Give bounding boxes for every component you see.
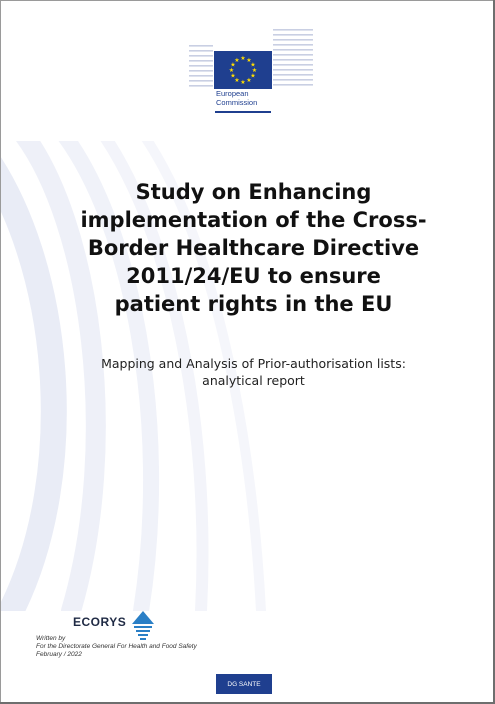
document-subtitle xyxy=(41,355,466,389)
svg-text:★: ★ xyxy=(230,61,236,69)
title-line-5: patient rights in the EU xyxy=(114,292,393,316)
dg-sante-badge: DG SANTE xyxy=(216,674,272,694)
svg-text:★: ★ xyxy=(228,67,235,74)
for-line: For the Directorate General For Health and Food Safety xyxy=(36,643,197,650)
logo-label-line1: European xyxy=(216,89,249,98)
svg-text:★: ★ xyxy=(230,72,236,80)
written-by-label: Written by xyxy=(36,635,66,642)
ecorys-wordmark: ECORYS xyxy=(73,615,127,629)
publication-date: February / 2022 xyxy=(36,651,82,658)
svg-text:★: ★ xyxy=(250,61,256,69)
svg-text:★: ★ xyxy=(250,72,256,80)
title-line-2: implementation of the Cross- xyxy=(80,208,427,232)
svg-text:★: ★ xyxy=(240,55,246,62)
svg-text:★: ★ xyxy=(234,57,240,64)
title-line-4: 2011/24/EU to ensure xyxy=(126,264,381,288)
title-line-3: Border Healthcare Directive xyxy=(87,236,420,260)
subtitle-line-2: analytical report xyxy=(202,373,305,388)
svg-text:★: ★ xyxy=(246,77,252,84)
authorship-note xyxy=(36,635,197,659)
logo-underline xyxy=(215,111,271,113)
svg-text:★: ★ xyxy=(234,77,240,84)
document-title xyxy=(41,178,466,318)
svg-text:★: ★ xyxy=(240,79,246,86)
title-line-1: Study on Enhancing xyxy=(135,180,372,204)
logo-label-line2: Commission xyxy=(216,98,258,107)
logo-label xyxy=(216,89,257,107)
subtitle-line-1: Mapping and Analysis of Prior-authorisation lists: xyxy=(101,356,406,371)
svg-text:★: ★ xyxy=(246,57,252,64)
svg-text:★: ★ xyxy=(251,67,258,74)
